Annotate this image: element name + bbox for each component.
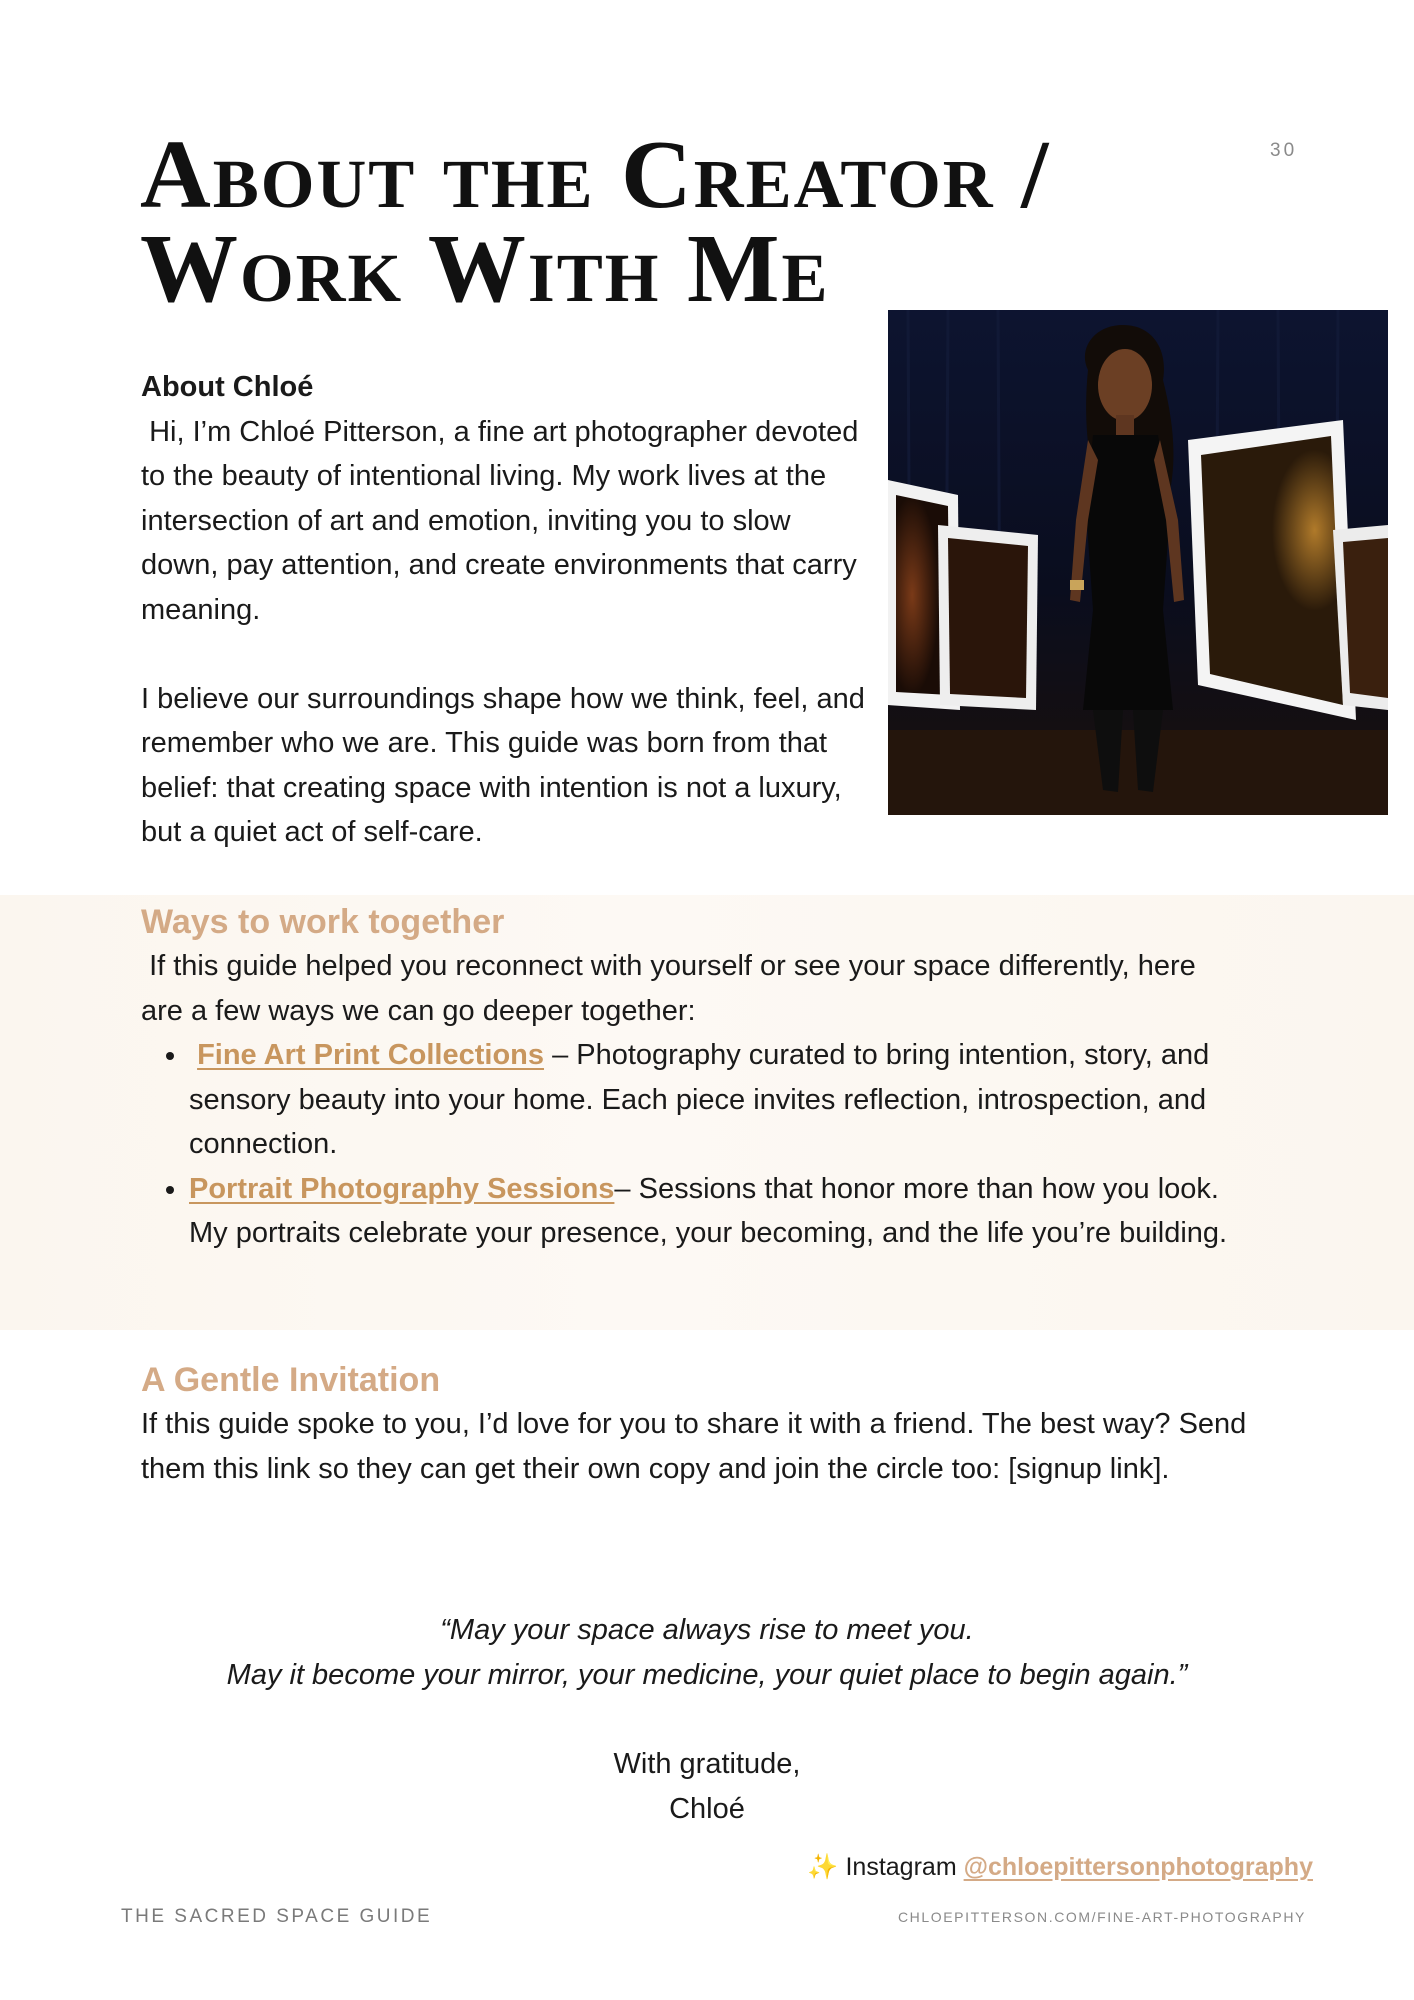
about-section <box>141 365 871 855</box>
instagram-line <box>700 1850 1313 1884</box>
list-item <box>189 1033 1241 1167</box>
list-item-text: – Sessions that honor more than how you look. My portraits celebrate your presence, your becoming, and the life you’re building. <box>189 1172 1228 1249</box>
page-title-line-1: About the Creator / <box>140 121 1051 229</box>
about-paragraph-1 <box>141 410 871 633</box>
quote-line-2: May it become your mirror, your medicine, your quiet place to begin again.” <box>226 1658 1188 1691</box>
ways-list <box>141 1033 1241 1256</box>
invitation-text: If this guide spoke to you, I’d love for you to share it with a friend. The best way? Send them this link so they can get their own copy and join the circle too: [signup link]. <box>141 1408 1247 1485</box>
signoff-line-1: With gratitude, <box>613 1748 801 1780</box>
quote-line-1: “May your space always rise to meet you. <box>440 1614 974 1646</box>
about-paragraph-2: I believe our surroundings shape how we think, feel, and remember who we are. This guide was born from that belief: that creating space with intention is not a luxury, but a quiet act of self-care. <box>141 682 865 848</box>
portrait-photography-sessions-link[interactable]: Portrait Photography Sessions <box>189 1172 615 1205</box>
page-title-line-2: Work With Me <box>140 215 830 323</box>
ways-heading: Ways to work together <box>141 903 505 941</box>
ways-to-work-section <box>141 900 1241 1256</box>
gentle-invitation-section <box>141 1358 1261 1491</box>
instagram-handle-link[interactable]: @chloepittersonphotography <box>963 1853 1313 1881</box>
creator-portrait-photo <box>888 310 1388 815</box>
footer-website-url: CHLOEPITTERSON.COM/FINE-ART-PHOTOGRAPHY <box>897 1909 1306 1925</box>
ways-intro-text: If this guide helped you reconnect with yourself or see your space differently, here are a few ways we can go deeper together: <box>141 950 1196 1027</box>
list-item <box>189 1167 1241 1256</box>
fine-art-print-collections-link[interactable]: Fine Art Print Collections <box>197 1039 545 1071</box>
about-paragraph-1-text: Hi, I’m Chloé Pitterson, a fine art photographer devoted to the beauty of intentional living. My work lives at the intersection of art and emotion, inviting you to slow down, pay attention, and create environments that carry meaning. <box>141 415 859 626</box>
signoff <box>0 1742 1414 1831</box>
invitation-heading: A Gentle Invitation <box>141 1361 441 1399</box>
ways-intro <box>141 944 1241 1033</box>
page-title <box>140 121 1140 323</box>
page-number: 30 <box>1270 140 1298 161</box>
instagram-label: Instagram <box>845 1853 957 1881</box>
about-heading: About Chloé <box>141 371 314 403</box>
footer-guide-title: THE SACRED SPACE GUIDE <box>121 1906 433 1927</box>
closing-quote <box>0 1608 1414 1697</box>
signoff-name: Chloé <box>669 1792 745 1825</box>
sparkles-icon: ✨ <box>807 1853 839 1881</box>
list-item-text: – Photography curated to bring intention, story, and sensory beauty into your home. Each piece invites reflection, introspection, and connection. <box>189 1039 1210 1160</box>
